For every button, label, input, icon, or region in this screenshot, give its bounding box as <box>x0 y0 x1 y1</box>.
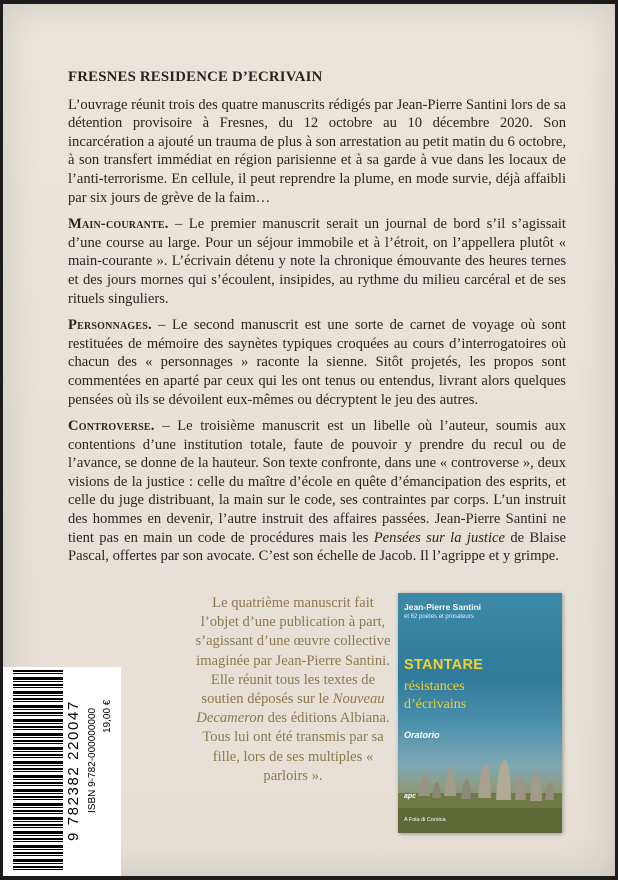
barcode-bars <box>13 670 63 870</box>
isbn-number: ISBN 9-782-000000000 <box>87 707 98 813</box>
controverse-italic-title: Pensées sur la justice <box>373 529 505 546</box>
book-subauthor: et 62 poètes et prosateurs <box>404 614 474 620</box>
book-publisher: apc <box>404 793 417 800</box>
book-subtitle-line2: d’écrivains <box>404 697 467 712</box>
book-genre: Oratorio <box>404 730 440 740</box>
price-label: 19,00 € <box>102 699 113 733</box>
main-courante-paragraph <box>68 215 566 308</box>
fourth-manuscript-paragraph <box>193 594 393 786</box>
intro-paragraph: L’ouvrage réunit trois des quatre manuscrits rédigés par Jean-Pierre Santini lors de sa détention provisoire à Fresnes, du 12 octobre au 10 décembre 2020. Son incarcération a ajouté un trauma de plus à son arrestation au petit matin du 6 octobre, à son transfert immédiat en région parisienne et à sa garde à vue dans les locaux de l’anti-terrorisme. En cellule, il peut reprendre la plume, en mode survie, déjà affaibli par six jours de grève de la faim… <box>68 96 566 206</box>
controverse-lead: Controverse. <box>68 418 155 435</box>
book-subtitle-line1: résistances <box>404 679 465 694</box>
main-text-block <box>68 68 566 574</box>
fourth-italic-title: Nouveau Decameron <box>196 691 385 727</box>
book-cover-image <box>398 593 562 833</box>
personnages-paragraph <box>68 316 566 409</box>
fourth-text-before: Le quatrième manuscrit fait l’objet d’une publication à part, s’agissant d’une œuvre collective imaginée par Jean-Pierre Santini. Elle réunit tous les textes de soutien déposés sur le <box>195 595 391 708</box>
controverse-text-after: de Blaise Pascal, offertes par son avocate. C’est son échelle de Jacob. Il l’agrippe et y grimpe. <box>68 529 566 565</box>
book-credit: A Fola di Corsica <box>404 817 446 823</box>
controverse-text-before: – Le troisième manuscrit est un libelle où l’auteur, soumis aux contentions d’une institution totale, faute de pouvoir y prendre du recul ou de l’avance, se donne de la hauteur. Son texte confronte, dans une « controverse », deux visions de la justice : celle du maître d’école en quête d’émancipation des esprits, et celle du juge distribuant, la main sur le code, ses contraintes par corps. L’un instruit des hommes en devenir, l’autre instruit des affaires passées. Jean-Pierre Santini ne tient pas en main un code de procédures mais les <box>68 418 566 546</box>
back-cover <box>3 4 615 876</box>
barcode-digits: 9 782382 220047 <box>65 700 82 842</box>
personnages-lead: Personnages. <box>68 317 152 334</box>
section-heading: FRESNES RESIDENCE D’ECRIVAIN <box>68 69 323 85</box>
personnages-text: – Le second manuscrit est une sorte de carnet de voyage où sont restituées de mémoire des saynètes typiques croquées au cours d’interrogatoires où chacun des « personnages » raconte la sienne. Sitôt projetés, les propos sont commentées en aparté par ceux qui les ont tenus ou entendus, livrant alors quelques pensées où ils se dévoilent eux-mêmes ou décryptent le jeu des autres. <box>68 317 566 408</box>
controverse-paragraph <box>68 417 566 566</box>
book-title: STANTARE <box>404 657 484 673</box>
main-courante-lead: Main-courante. <box>68 216 169 233</box>
main-courante-text: – Le premier manuscrit serait un journal de bord s’il s’agissait d’une course au large. Pour un séjour immobile et à l’étroit, on l’appellera plutôt « main-courante ». L’écrivain détenu y note la chronique émouvante des heures ternes et des jours mornes qui s’écoulent, insipides, au rythme du milieu carcéral et de ses rituels singuliers. <box>68 216 566 307</box>
barcode-panel <box>3 667 121 876</box>
fourth-text-after: des éditions Albiana. Tous lui ont été transmis par sa fille, lors de ses multiples « parloirs ». <box>202 710 390 784</box>
book-author: Jean-Pierre Santini <box>404 602 482 612</box>
